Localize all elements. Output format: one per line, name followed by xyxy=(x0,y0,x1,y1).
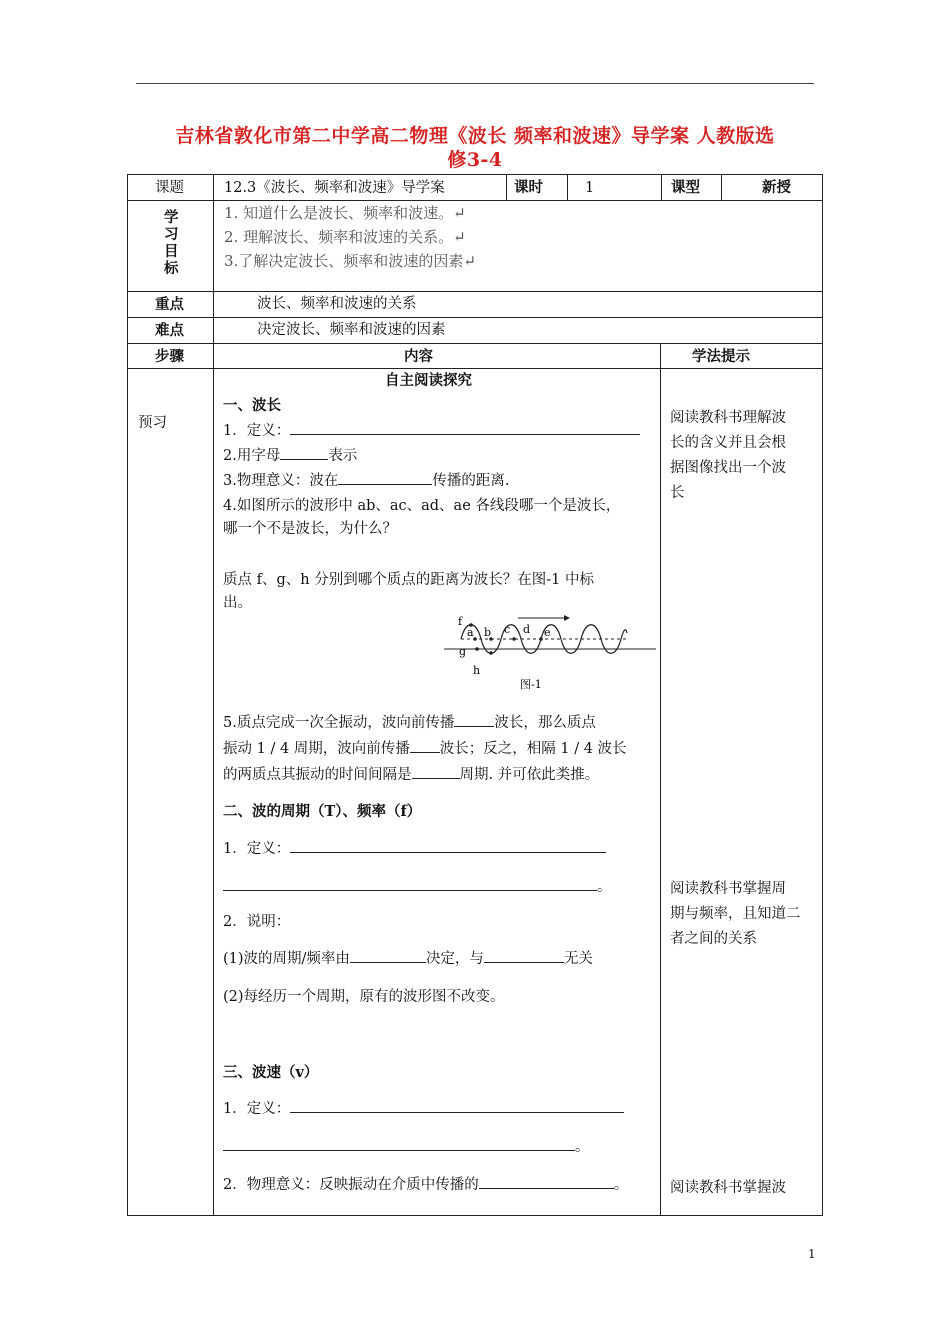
particle-point xyxy=(539,637,543,641)
keypoint-value: 波长、频率和波速的关系 xyxy=(257,296,417,312)
p3-meaning-text: 2．物理意义：反映振动在介质中传播的 xyxy=(223,1177,479,1193)
tip-line: 据图像找出一个波 xyxy=(670,460,786,476)
p2-definition-cont xyxy=(223,875,612,900)
topic-value-cell xyxy=(213,174,507,201)
section-heading: 自主阅读探究 xyxy=(385,372,472,389)
p1-letter xyxy=(223,444,357,469)
figure-label: d xyxy=(523,623,531,636)
goals-label-char: 标 xyxy=(164,260,179,277)
tip-line: 阅读教科书掌握波 xyxy=(670,1180,786,1196)
topic-label-cell xyxy=(127,174,214,201)
p1-meaning-a: 3.物理意义：波在 xyxy=(223,473,339,489)
tips-header-cell xyxy=(660,343,823,369)
topic-label: 课题 xyxy=(155,180,184,196)
content-cell xyxy=(213,368,661,1216)
goals-label-char: 学 xyxy=(164,209,179,226)
blank-line xyxy=(290,420,640,435)
tips-header: 学法提示 xyxy=(692,348,750,365)
page-number: 1 xyxy=(808,1247,816,1261)
figure-label: f xyxy=(458,615,463,628)
figure-label: e xyxy=(544,626,551,639)
type-value: 新授 xyxy=(762,179,791,196)
tip-line: 长的含义并且会根 xyxy=(670,435,786,451)
title-line-1: 吉林省敦化市第二中学高二物理《波长 频率和波速》导学案 人教版选 xyxy=(175,125,775,147)
blank-line xyxy=(290,1098,624,1113)
p5-l2-a: 振动 1 / 4 周期，波向前传播 xyxy=(223,741,410,757)
goal-item: 2. 理解波长、频率和波速的关系。↵ xyxy=(224,228,466,246)
p3-def-label: 1．定义： xyxy=(223,1101,291,1117)
blank-line xyxy=(410,738,440,753)
difficulty-value-cell xyxy=(213,317,823,344)
document-title xyxy=(120,124,830,172)
particle-point xyxy=(475,647,479,651)
goals-content-cell xyxy=(213,200,823,292)
goals-label-cell xyxy=(127,200,214,292)
p5-l2-b: 波长；反之，相隔 1 / 4 波长 xyxy=(439,741,627,757)
topic-value: 12.3《波长、频率和波速》导学案 xyxy=(224,180,445,196)
type-label: 课型 xyxy=(671,179,700,196)
difficulty-value: 决定波长、频率和波速的因素 xyxy=(257,322,446,338)
difficulty-label: 难点 xyxy=(155,322,184,339)
period-label-cell xyxy=(506,174,568,201)
p5-line3 xyxy=(223,763,599,788)
content-header-cell xyxy=(213,343,661,369)
p5-line1 xyxy=(223,711,596,736)
p1-meaning-b: 传播的距离. xyxy=(432,473,510,489)
p5-l3-a: 的两质点其振动的时间间隔是 xyxy=(223,767,412,783)
step-cell xyxy=(127,368,214,1216)
p3-meaning-end: 。 xyxy=(613,1177,629,1193)
keypoint-label-cell xyxy=(127,291,214,318)
part3-title: 三、波速（v） xyxy=(223,1064,319,1081)
step-label: 预习 xyxy=(138,415,167,431)
keypoint-value-cell xyxy=(213,291,823,318)
p1-def-label: 1．定义： xyxy=(223,423,291,439)
blank-line xyxy=(412,764,460,779)
period-value-cell xyxy=(567,174,662,201)
title-line-2: 修3-4 xyxy=(447,149,503,171)
blank-line xyxy=(484,948,564,963)
p5-line2 xyxy=(223,737,627,762)
part1-title: 一、波长 xyxy=(223,397,281,414)
p1-q4-line1: 4.如图所示的波形中 ab、ac、ad、ae 各线段哪一个是波长， xyxy=(223,498,621,514)
p3-definition-cont xyxy=(223,1135,590,1160)
tip-2 xyxy=(670,877,801,952)
lesson-table xyxy=(127,174,823,1216)
figure-label: a xyxy=(467,626,474,639)
figure-label: b xyxy=(484,626,492,639)
p2-note: 2．说明： xyxy=(223,914,291,930)
blank-line xyxy=(223,1136,575,1151)
p1-q-line2: 出。 xyxy=(223,595,252,611)
blank-line xyxy=(223,876,597,891)
tip-line: 阅读教科书理解波 xyxy=(670,410,786,426)
p3-definition xyxy=(223,1097,624,1122)
steps-header: 步骤 xyxy=(155,348,184,365)
difficulty-label-cell xyxy=(127,317,214,344)
figure-label: h xyxy=(473,664,481,677)
p2-n1-b: 决定，与 xyxy=(425,951,484,967)
p2-note-1 xyxy=(223,947,593,972)
type-label-cell xyxy=(661,174,722,201)
p2-n1-c: 无关 xyxy=(563,951,593,967)
p3-end: 。 xyxy=(575,1139,590,1155)
p1-q-line1: 质点 f、g、h 分别到哪个质点的距离为波长？在图-1 中标 xyxy=(223,572,594,588)
figure-label: c xyxy=(504,623,511,636)
type-value-cell xyxy=(721,174,823,201)
p2-def-label: 1．定义： xyxy=(223,841,291,857)
p3-meaning xyxy=(223,1173,628,1198)
p5-l1-a: 5.质点完成一次全振动，波向前传播 xyxy=(223,715,455,731)
content-header: 内容 xyxy=(404,348,433,365)
tip-3 xyxy=(670,1176,786,1201)
p2-n1-a: (1)波的周期/频率由 xyxy=(223,951,350,967)
part2-title: 二、波的周期（T）、频率（f） xyxy=(223,803,422,820)
blank-line xyxy=(350,948,426,963)
particle-point xyxy=(512,637,516,641)
top-rule xyxy=(136,83,814,84)
period-label: 课时 xyxy=(514,179,543,196)
tip-line: 者之间的关系 xyxy=(670,931,757,947)
p5-l1-b: 波长，那么质点 xyxy=(494,715,596,731)
tip-line: 阅读教科书掌握周 xyxy=(670,881,786,897)
particle-point xyxy=(473,637,477,641)
figure-caption: 图-1 xyxy=(520,678,542,691)
p2-end: 。 xyxy=(597,879,612,895)
tip-line: 期与频率，且知道二 xyxy=(670,906,801,922)
blank-line xyxy=(454,712,494,727)
steps-header-cell xyxy=(127,343,214,369)
tip-line: 长 xyxy=(670,485,685,501)
p2-definition xyxy=(223,837,606,862)
figure-label: g xyxy=(459,645,467,658)
tips-cell xyxy=(660,368,823,1216)
keypoint-label: 重点 xyxy=(155,296,184,313)
goals-label-char: 习 xyxy=(164,226,179,243)
p1-meaning xyxy=(223,469,509,494)
goals-label-char: 目 xyxy=(164,243,179,260)
goal-item: 1. 知道什么是波长、频率和波速。↵ xyxy=(224,204,466,222)
p1-letter-b: 表示 xyxy=(328,448,358,464)
blank-line xyxy=(479,1174,614,1189)
blank-line xyxy=(338,470,432,485)
blank-line xyxy=(290,838,606,853)
p1-letter-a: 2.用字母 xyxy=(223,448,281,464)
blank-line xyxy=(280,445,328,460)
p5-l3-b: 周期. 并可依此类推。 xyxy=(459,767,600,783)
goal-item: 3.了解决定波长、频率和波速的因素↵ xyxy=(224,252,476,270)
p1-q4-line2: 哪一个不是波长，为什么？ xyxy=(223,521,397,537)
period-value: 1 xyxy=(585,180,595,196)
p2-note-2: (2)每经历一个周期，原有的波形图不改变。 xyxy=(223,989,505,1005)
wave-figure xyxy=(442,613,658,697)
p1-definition xyxy=(223,419,640,444)
arrow-head xyxy=(564,615,570,621)
tip-1 xyxy=(670,406,786,506)
particle-point xyxy=(489,651,493,655)
